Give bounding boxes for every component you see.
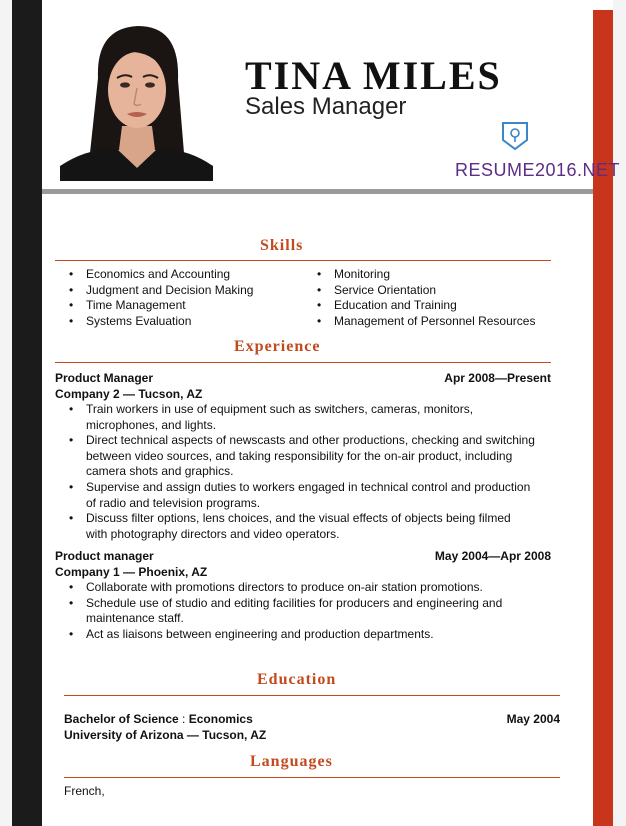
- job-title: Product Manager: [55, 371, 154, 385]
- degree-field: Economics: [188, 712, 253, 726]
- header-divider: [42, 189, 593, 194]
- list-item: • Systems Evaluation: [56, 314, 253, 330]
- skills-heading: Skills: [260, 237, 304, 254]
- list-item: • Monitoring: [304, 267, 535, 283]
- degree: Bachelor of Science: [64, 712, 179, 726]
- list-item: • Schedule use of studio and editing facilities for producers and engineering and: [56, 596, 502, 612]
- separator: —: [119, 565, 139, 579]
- education-date: May 2004: [506, 712, 560, 726]
- company-city: Phoenix: [138, 565, 186, 579]
- skills-list-left: [56, 267, 253, 329]
- job-dates: Apr 2008—Present: [444, 371, 551, 385]
- page-right-margin: [613, 0, 626, 826]
- list-item: • Economics and Accounting: [56, 267, 253, 283]
- list-item-text: with photography directors and video operators.: [86, 526, 340, 541]
- candidate-job-title: Sales Manager: [245, 93, 407, 120]
- job-duties: [56, 402, 535, 542]
- education-heading: Education: [257, 671, 337, 688]
- school-name: University of Arizona: [64, 728, 184, 742]
- list-item: • Management of Personnel Resources: [304, 314, 535, 330]
- job-company-line: [55, 565, 207, 579]
- list-item-text: microphones, and lights.: [86, 417, 217, 432]
- list-item-text: between video sources, and taking responsibility for the on-air product, including: [86, 448, 513, 463]
- list-item-cont: [56, 496, 535, 512]
- school-city: Tucson: [202, 728, 245, 742]
- separator: :: [178, 712, 189, 726]
- list-item: • Service Orientation: [304, 283, 535, 299]
- list-item: • Discuss filter options, lens choices, and the visual effects of objects being filmed: [56, 511, 535, 527]
- languages-text: French,: [64, 784, 105, 798]
- job-duties: [56, 580, 502, 642]
- degree-line: [64, 712, 253, 726]
- company-city: Tucson: [138, 387, 181, 401]
- list-item-text: of radio and television programs.: [86, 495, 261, 510]
- list-item: • Collaborate with promotions directors to produce on-air station promotions.: [56, 580, 502, 596]
- experience-heading: Experience: [234, 338, 321, 355]
- location-pin-icon: [500, 120, 530, 152]
- site-brand: RESUME2016.NET: [455, 160, 621, 180]
- list-item: • Judgment and Decision Making: [56, 283, 253, 299]
- school-line: [64, 728, 266, 742]
- candidate-name: TINA MILES: [245, 53, 502, 98]
- right-red-bar: [593, 10, 613, 826]
- job-dates: May 2004—Apr 2008: [434, 549, 551, 563]
- list-item: • Act as liaisons between engineering and production departments.: [56, 627, 502, 643]
- skills-list-right: [304, 267, 535, 329]
- languages-heading: Languages: [250, 753, 333, 770]
- list-item: • Direct technical aspects of newscasts and other productions, checking and switching: [56, 433, 535, 449]
- job-company-line: [55, 387, 202, 401]
- company-state: , AZ: [185, 565, 208, 579]
- skills-rule: [55, 260, 551, 261]
- list-item: • Time Management: [56, 298, 253, 314]
- company-name: Company 2: [55, 387, 120, 401]
- job-title: Product manager: [55, 549, 154, 563]
- left-dark-bar: [12, 0, 42, 826]
- list-item-text: camera shots and graphics.: [86, 464, 234, 479]
- list-item-cont: [56, 464, 535, 480]
- school-state: , AZ: [244, 728, 267, 742]
- list-item-cont: [56, 418, 535, 434]
- list-item: • Supervise and assign duties to workers engaged in technical control and production: [56, 480, 535, 496]
- languages-rule: [64, 777, 560, 778]
- list-item: • Train workers in use of equipment such as switchers, cameras, monitors,: [56, 402, 535, 418]
- list-item-cont: [56, 449, 535, 465]
- company-name: Company 1: [55, 565, 120, 579]
- profile-photo: [60, 18, 213, 181]
- page-left-margin: [0, 0, 12, 826]
- separator: —: [119, 387, 139, 401]
- list-item-cont: [56, 527, 535, 543]
- experience-rule: [55, 362, 551, 363]
- company-state: , AZ: [180, 387, 203, 401]
- separator: —: [183, 728, 203, 742]
- list-item: • Education and Training: [304, 298, 535, 314]
- list-item-text: maintenance staff.: [86, 611, 184, 626]
- list-item-cont: [56, 611, 502, 627]
- education-rule: [64, 695, 560, 696]
